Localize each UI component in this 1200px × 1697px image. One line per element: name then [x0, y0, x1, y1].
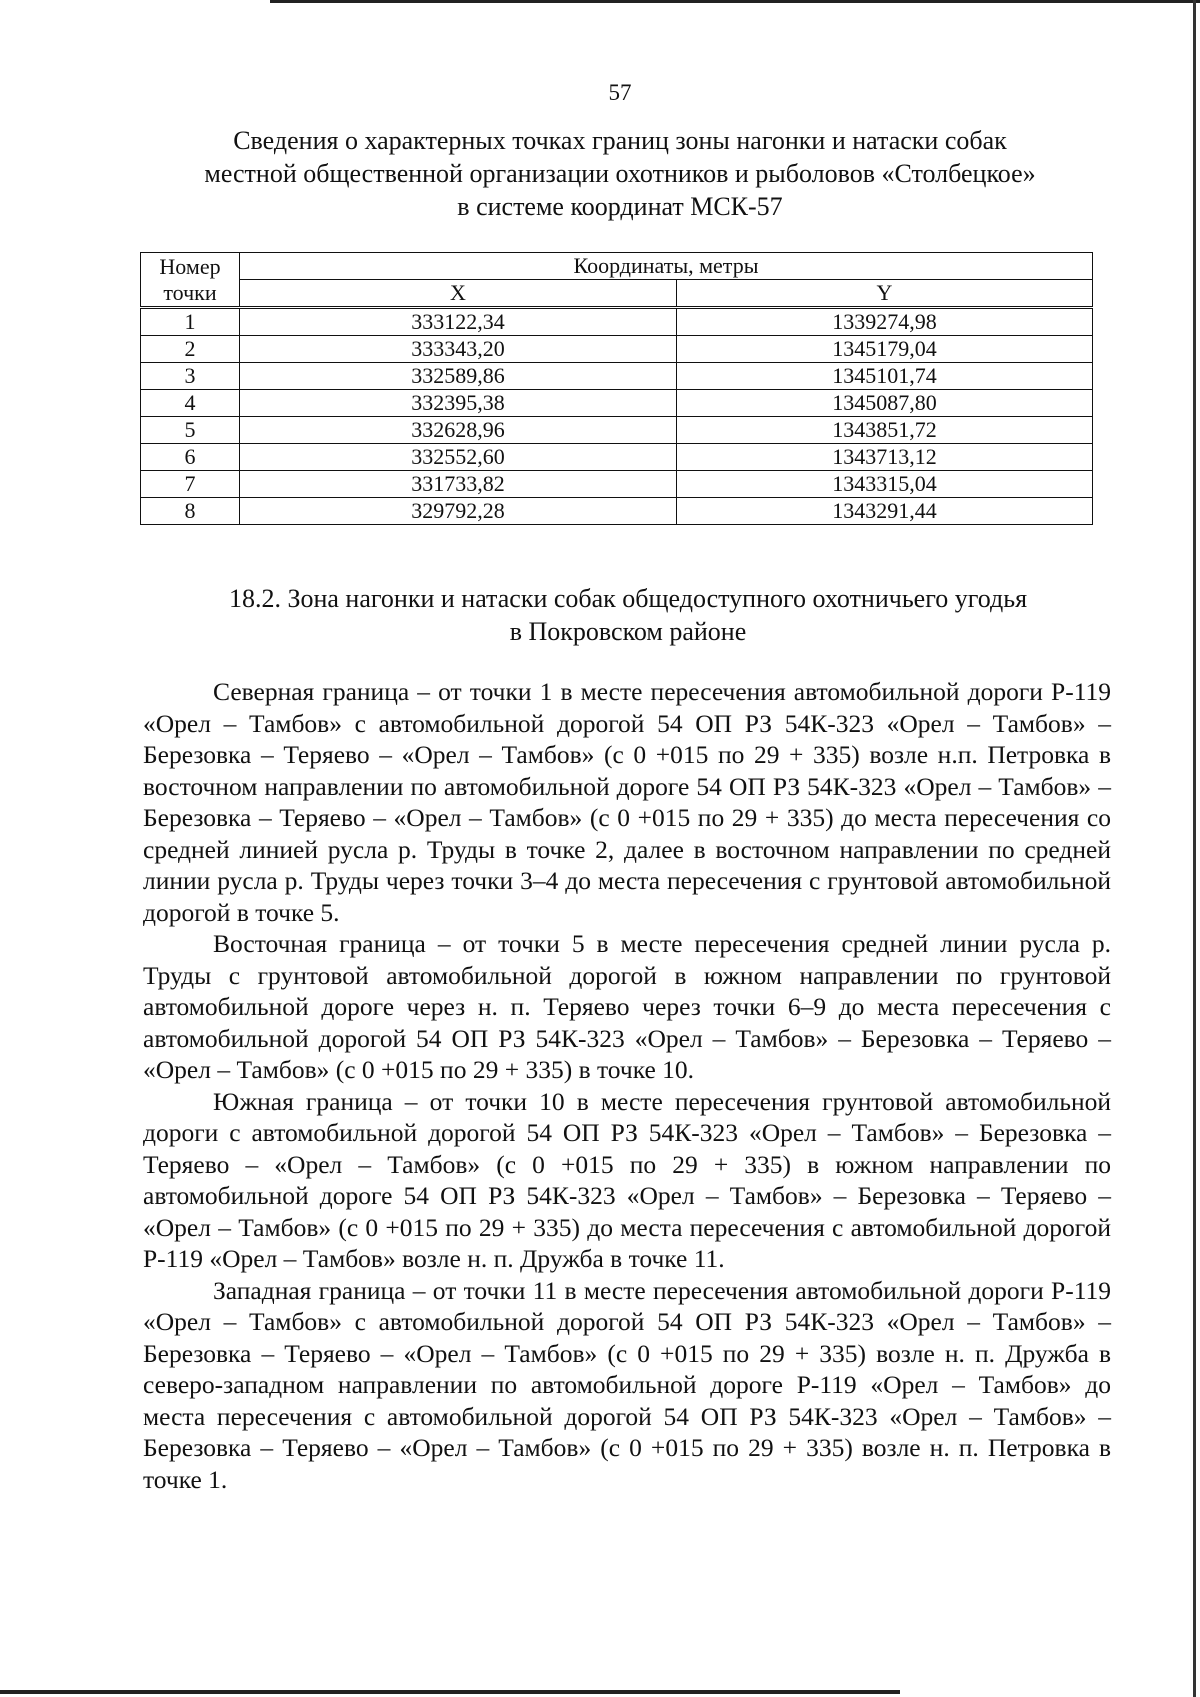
- cell-x: 329792,28: [240, 498, 677, 525]
- cell-x: 333343,20: [240, 336, 677, 363]
- document-heading: [140, 124, 1100, 223]
- table-row: [141, 363, 1093, 390]
- table-header-coordinates: Координаты, метры: [240, 253, 1093, 280]
- cell-x: 332628,96: [240, 417, 677, 444]
- table-row: [141, 336, 1093, 363]
- paragraph-south-boundary: Южная граница – от точки 10 в месте пересечения грунтовой автомобильной дороги с автомобильной дорогой 54 ОП РЗ 54К-323 «Орел – Тамбов» – Березовка – Теряево – «Орел – Тамбов» (с 0 +015 по 29 + 335) в южном направлении по автомобильной дороге 54 ОП РЗ 54К-323 «Орел – Тамбов» – Березовка – Теряево – «Орел – Тамбов» (с 0 +015 по 29 + 335) до места пересечения с автомобильной дорогой Р-119 «Орел – Тамбов» возле н. п. Дружба в точке 11.: [143, 1086, 1111, 1273]
- heading-line-2: местной общественной организации охотников и рыболовов «Столбецкое»: [204, 159, 1036, 188]
- paragraph-north-boundary: Северная граница – от точки 1 в месте пересечения автомобильной дороги Р-119 «Орел – Тамбов» с автомобильной дорогой 54 ОП РЗ 54К-323 «Орел – Тамбов» – Березовка – Теряево – «Орел – Тамбов» (с 0 +015 по 29 + 335) возле н.п. Петровка в восточном направлении по автомобильной дороге 54 ОП РЗ 54К-323 «Орел – Тамбов» – Березовка – Теряево – «Орел – Тамбов» (с 0 +015 по 29 + 335) до места пересечения со средней линией русла р. Труды в точке 2, далее в восточном направлении по средней линии русла р. Труды через точки 3–4 до места пересечения с грунтовой автомобильной дорогой в точке 5.: [143, 677, 1111, 927]
- cell-number: 1: [141, 308, 240, 336]
- cell-x: 331733,82: [240, 471, 677, 498]
- table-row: [141, 308, 1093, 336]
- table-header-number-line1: Номер: [159, 253, 221, 279]
- cell-number: 6: [141, 444, 240, 471]
- cell-y: 1339274,98: [677, 308, 1093, 336]
- cell-number: 4: [141, 390, 240, 417]
- boundary-description: [143, 676, 1111, 1495]
- coordinates-table: [140, 252, 1093, 525]
- table-header-y: Y: [677, 280, 1093, 308]
- table-header-number: [141, 253, 240, 308]
- cell-x: 332589,86: [240, 363, 677, 390]
- cell-x: 333122,34: [240, 308, 677, 336]
- cell-y: 1343291,44: [677, 498, 1093, 525]
- scan-edge-bottom: [0, 1690, 900, 1694]
- cell-y: 1345101,74: [677, 363, 1093, 390]
- section-title-line-2: в Покровском районе: [509, 617, 747, 646]
- cell-number: 3: [141, 363, 240, 390]
- cell-x: 332395,38: [240, 390, 677, 417]
- cell-y: 1343713,12: [677, 444, 1093, 471]
- paragraph-west-boundary: Западная граница – от точки 11 в месте пересечения автомобильной дороги Р-119 «Орел – Тамбов» с автомобильной дорогой 54 ОП РЗ 54К-323 «Орел – Тамбов» – Березовка – Теряево – «Орел – Тамбов» (с 0 +015 по 29 + 335) возле н. п. Дружба в северо-западном направлении по автомобильной дороге Р-119 «Орел – Тамбов» до места пересечения с автомобильной дорогой 54 ОП РЗ 54К-323 «Орел – Тамбов» – Березовка – Теряево – «Орел – Тамбов» (с 0 +015 по 29 + 335) возле н. п. Петровка в точке 1.: [143, 1275, 1111, 1494]
- cell-y: 1345179,04: [677, 336, 1093, 363]
- page-number: 57: [608, 80, 632, 105]
- scan-edge-top: [270, 0, 1200, 3]
- table-row: [141, 498, 1093, 525]
- table-row: [141, 471, 1093, 498]
- cell-number: 8: [141, 498, 240, 525]
- paragraph-east-boundary: Восточная граница – от точки 5 в месте пересечения средней линии русла р. Труды с грунтовой автомобильной дорогой в южном направлении по грунтовой автомобильной дороге через н. п. Теряево через точки 6–9 до места пересечения с автомобильной дорогой 54 ОП РЗ 54К-323 «Орел – Тамбов» – Березовка – Теряево – «Орел – Тамбов» (с 0 +015 по 29 + 335) в точке 10.: [143, 929, 1111, 1084]
- scan-edge-right: [1193, 0, 1196, 1697]
- cell-number: 5: [141, 417, 240, 444]
- table-row: [141, 390, 1093, 417]
- section-title-line-1: 18.2. Зона нагонки и натаски собак общедоступного охотничьего угодья: [228, 584, 1028, 613]
- section-title: [140, 582, 1116, 648]
- cell-y: 1343315,04: [677, 471, 1093, 498]
- table-header-x: X: [240, 280, 677, 308]
- table-row: [141, 417, 1093, 444]
- heading-line-1: Сведения о характерных точках границ зоны нагонки и натаски собак: [233, 126, 1007, 155]
- cell-y: 1345087,80: [677, 390, 1093, 417]
- cell-number: 7: [141, 471, 240, 498]
- cell-y: 1343851,72: [677, 417, 1093, 444]
- table-row: [141, 444, 1093, 471]
- table-header-number-line2: точки: [163, 279, 217, 305]
- cell-number: 2: [141, 336, 240, 363]
- heading-line-3: в системе координат МСК-57: [457, 192, 783, 221]
- cell-x: 332552,60: [240, 444, 677, 471]
